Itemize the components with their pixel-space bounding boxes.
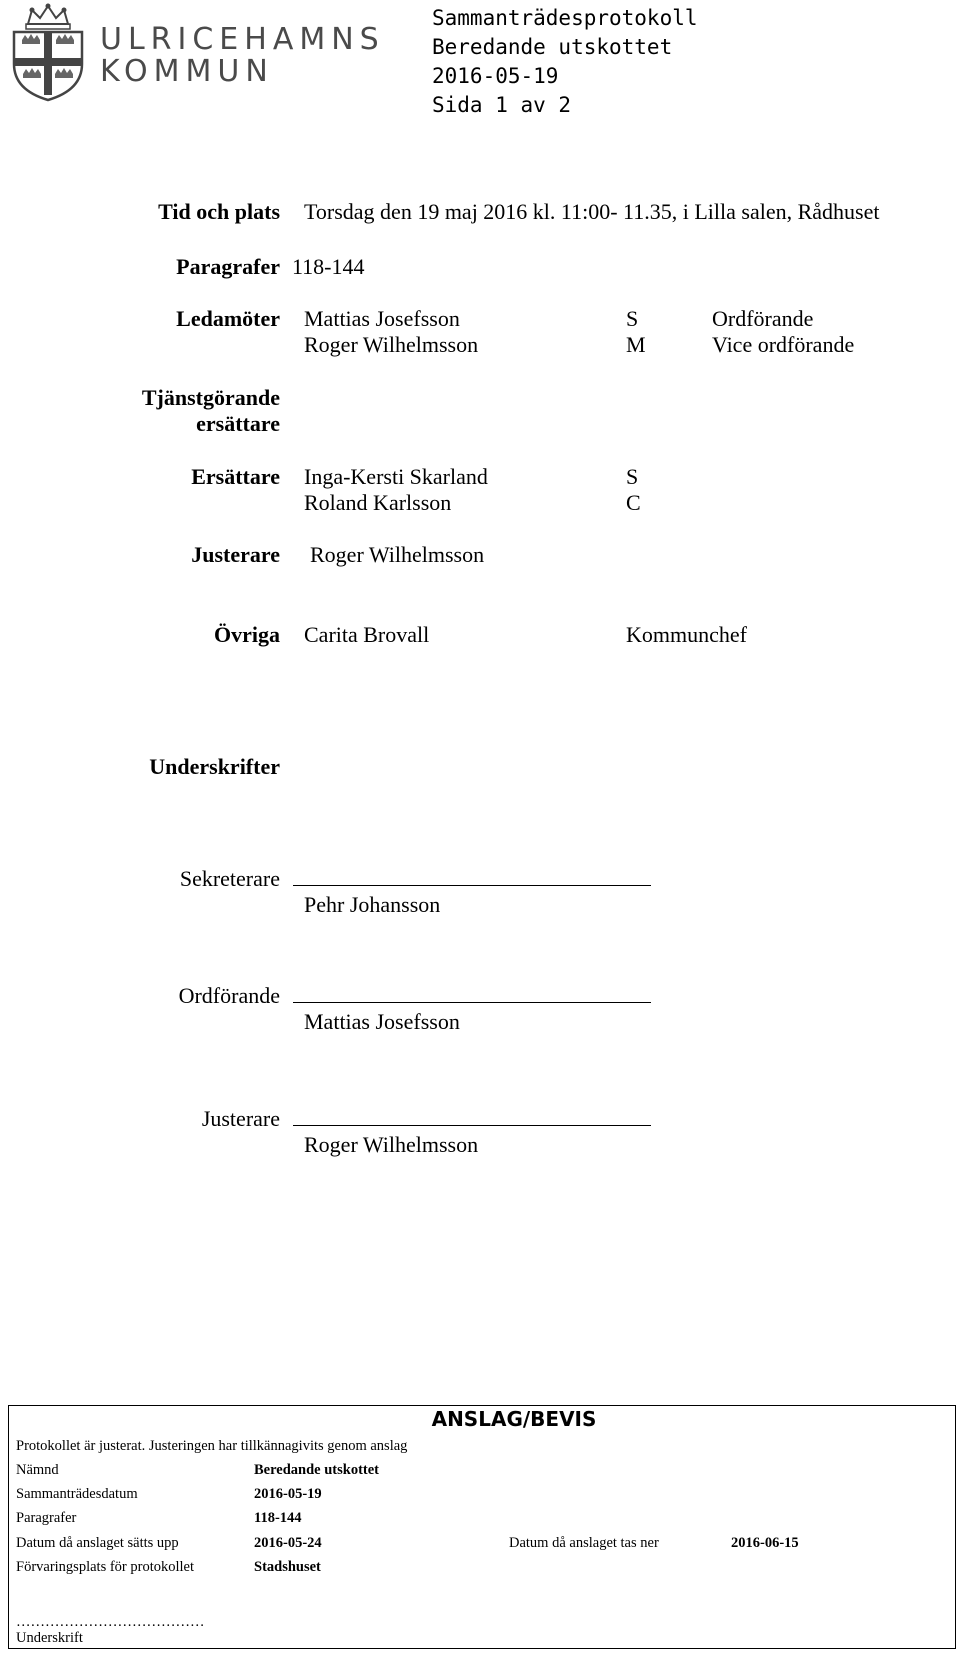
- signature-name: Roger Wilhelmsson: [304, 1132, 479, 1157]
- substitutes-label: Ersättare: [191, 464, 280, 489]
- signature-dots: …………………………………: [16, 1614, 205, 1630]
- committee: Beredande utskottet: [432, 35, 673, 59]
- others-label: Övriga: [214, 622, 280, 647]
- adjuster-value: Roger Wilhelmsson: [310, 542, 485, 567]
- brand-line-2: KOMMUN: [100, 54, 274, 89]
- brand-line-1: ULRICEHAMNS: [100, 22, 385, 57]
- posted-date-label: Datum då anslaget sätts upp: [16, 1535, 179, 1551]
- signature-name: Pehr Johansson: [304, 892, 441, 917]
- signatures-heading: Underskrifter: [149, 754, 280, 779]
- signature-label: Sekreterare: [179, 866, 280, 891]
- member-role: Vice ordförande: [712, 332, 855, 357]
- substitute-name: Inga-Kersti Skarland: [304, 464, 488, 489]
- anslag-paragraphs-label: Paragrafer: [16, 1510, 77, 1526]
- posted-date-value: 2016-05-24: [254, 1535, 322, 1551]
- anslag-paragraphs-value: 118-144: [254, 1510, 302, 1526]
- member-party: S: [626, 306, 639, 331]
- time-place-label: Tid och plats: [158, 199, 280, 224]
- signature-line: [293, 885, 651, 886]
- member-name: Mattias Josefsson: [304, 306, 460, 331]
- signature-line: [293, 1125, 651, 1126]
- member-name: Roger Wilhelmsson: [304, 332, 479, 357]
- substitute-party: S: [626, 464, 639, 489]
- doc-type: Sammanträdesprotokoll: [432, 6, 698, 30]
- time-place-value: Torsdag den 19 maj 2016 kl. 11:00- 11.35, i Lilla salen, Rådhuset: [304, 199, 880, 224]
- namnd-label: Nämnd: [16, 1462, 59, 1478]
- other-role: Kommunchef: [626, 622, 747, 647]
- signature-label: Justerare: [201, 1106, 280, 1131]
- paragraphs-label: Paragrafer: [176, 254, 280, 279]
- member-role: Ordförande: [712, 306, 814, 331]
- removed-date-value: 2016-06-15: [731, 1535, 799, 1551]
- substitute-party: C: [626, 490, 641, 515]
- members-label: Ledamöter: [176, 306, 280, 331]
- storage-value: Stadshuset: [254, 1559, 321, 1575]
- storage-label: Förvaringsplats för protokollet: [16, 1559, 195, 1575]
- other-name: Carita Brovall: [304, 622, 430, 647]
- paragraphs-value: 118-144: [292, 254, 365, 279]
- meeting-date-label: Sammanträdesdatum: [16, 1486, 138, 1502]
- municipality-wordmark: [100, 24, 385, 88]
- signature-label: Ordförande: [178, 983, 280, 1008]
- namnd-value: Beredande utskottet: [254, 1462, 379, 1478]
- signature-line: [293, 1002, 651, 1003]
- meeting-date: 2016-05-19: [432, 64, 559, 88]
- meeting-date-value: 2016-05-19: [254, 1486, 322, 1502]
- document-header: [432, 4, 698, 120]
- member-party: M: [626, 332, 646, 357]
- anslag-intro: Protokollet är justerat. Justeringen har tillkännagivits genom anslag: [16, 1438, 408, 1454]
- removed-date-label: Datum då anslaget tas ner: [509, 1535, 659, 1551]
- anslag-signature-label: Underskrift: [16, 1630, 83, 1646]
- serving-substitutes-label-2: ersättare: [196, 411, 280, 436]
- page-number: Sida 1 av 2: [432, 93, 572, 117]
- substitute-name: Roland Karlsson: [304, 490, 452, 515]
- municipal-coat-of-arms: [6, 2, 90, 102]
- adjuster-label: Justerare: [191, 542, 280, 567]
- anslag-title: ANSLAG/BEVIS: [431, 1407, 597, 1431]
- serving-substitutes-label-1: Tjänstgörande: [141, 385, 280, 410]
- signature-name: Mattias Josefsson: [304, 1009, 460, 1034]
